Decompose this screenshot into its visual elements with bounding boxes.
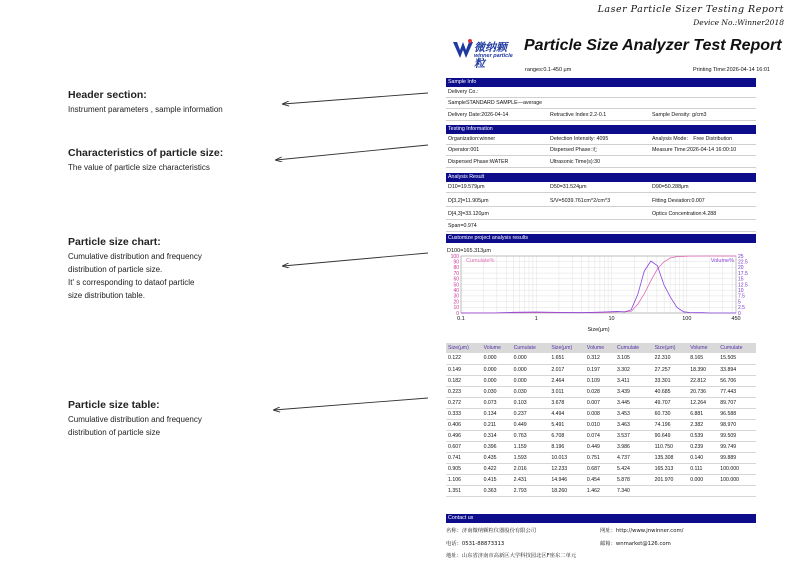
measurement-range: ranges:0.1-450 μm	[525, 67, 572, 73]
table-cell: 7.340	[615, 485, 653, 496]
table-row	[446, 485, 756, 496]
table-cell	[653, 485, 689, 496]
table-cell: 1.351	[446, 485, 482, 496]
table-cell: 0.008	[585, 408, 615, 419]
table-row	[446, 386, 756, 397]
x-axis-label: Size(μm)	[587, 327, 610, 333]
table-cell: 90.649	[653, 430, 689, 441]
sample-info-bar: Sample Info	[446, 78, 756, 87]
testing-info-row	[446, 145, 756, 156]
table-cell: 3.986	[615, 441, 653, 452]
device-number: Device No.:Winner2018	[693, 18, 784, 27]
table-cell: 0.239	[688, 441, 718, 452]
table-cell: 1.159	[512, 441, 550, 452]
measure-time: Measure Time:2026-04-14 16:00:10	[652, 147, 737, 153]
annotation-text: It' s corresponding to dataof particle	[68, 278, 195, 287]
right-tick-label: 17.5	[738, 270, 748, 277]
x-tick-label: 1	[534, 316, 538, 322]
table-cell: 0.422	[482, 463, 512, 474]
table-cell: 49.707	[653, 397, 689, 408]
table-column-header: Cumulate	[615, 343, 653, 353]
annotation-heading: Particle size chart:	[68, 236, 161, 248]
table-cell: 0.140	[688, 452, 718, 463]
testing-info-row	[446, 157, 756, 168]
table-cell: 165.313	[653, 463, 689, 474]
table-cell: 4.494	[549, 408, 585, 419]
table-cell: 60.730	[653, 408, 689, 419]
table-cell: 27.257	[653, 364, 689, 375]
d32-value: D[3,2]=11.905μm	[448, 198, 489, 204]
table-row	[446, 430, 756, 441]
d43-value: D[4,3]=33.120μm	[448, 211, 489, 217]
table-row	[446, 474, 756, 485]
logo-english-text: winner particle	[474, 53, 513, 59]
annotation-text: The value of particle size characteristics	[68, 163, 210, 172]
table-cell: 0.905	[446, 463, 482, 474]
sample-name: SampleSTANDARD SAMPLE—average	[448, 100, 543, 106]
table-cell: 3.537	[615, 430, 653, 441]
table-cell: 0.000	[688, 474, 718, 485]
table-cell: 33.301	[653, 375, 689, 386]
table-cell: 3.302	[615, 364, 653, 375]
right-tick-label: 25	[738, 253, 744, 260]
table-cell: 5.491	[549, 419, 585, 430]
table-cell: 22.310	[653, 353, 689, 364]
table-cell: 8.196	[549, 441, 585, 452]
table-cell: 99.889	[718, 452, 756, 463]
table-column-header: Volume	[482, 343, 512, 353]
table-cell: 1.593	[512, 452, 550, 463]
ultrasonic-time: Ultrasonic Time(s):30	[550, 159, 601, 165]
report-title: Particle Size Analyzer Test Report	[524, 37, 782, 54]
table-cell: 1.651	[549, 353, 585, 364]
arrow-icon	[283, 93, 428, 104]
table-cell: 0.406	[446, 419, 482, 430]
annotation-heading: Header section:	[68, 89, 147, 101]
table-cell: 1.106	[446, 474, 482, 485]
right-tick-label: 7.5	[738, 293, 745, 300]
table-header-row	[446, 343, 756, 353]
analysis-mode: Analysis Mode： Free Distribution	[652, 136, 733, 142]
table-cell: 0.223	[446, 386, 482, 397]
table-cell: 3.411	[615, 375, 653, 386]
table-cell: 3.463	[615, 419, 653, 430]
table-row	[446, 408, 756, 419]
analysis-row	[446, 196, 756, 207]
table-column-header: Size(μm)	[549, 343, 585, 353]
company-address: 地址：山东省济南市高新区大学科技园北区F座东二单元	[446, 553, 577, 559]
table-cell: 18.390	[688, 364, 718, 375]
table-row	[446, 419, 756, 430]
table-cell: 0.197	[585, 364, 615, 375]
delivery-date: Delivery Date:2026-04-14	[448, 112, 509, 118]
custom-analysis-bar: Customize project analysis results	[446, 234, 756, 243]
table-column-header: Volume	[688, 343, 718, 353]
arrow-icon	[274, 398, 428, 410]
table-cell: 33.894	[718, 364, 756, 375]
annotation-heading: Characteristics of particle size:	[68, 147, 224, 159]
right-tick-label: 0	[738, 310, 741, 317]
left-tick-label: 20	[453, 299, 459, 306]
table-cell: 0.607	[446, 441, 482, 452]
table-cell: 0.396	[482, 441, 512, 452]
right-tick-label: 15	[738, 276, 744, 283]
table-column-header: Size(μm)	[446, 343, 482, 353]
analysis-row	[446, 182, 756, 193]
table-cell: 0.000	[482, 364, 512, 375]
table-cell: 56.706	[718, 375, 756, 386]
table-cell: 0.454	[585, 474, 615, 485]
table-cell: 0.314	[482, 430, 512, 441]
right-tick-label: 2.5	[738, 305, 745, 312]
left-tick-label: 30	[453, 293, 459, 300]
left-tick-label: 40	[453, 288, 459, 294]
d10-value: D10=19.579μm	[448, 184, 485, 190]
table-row	[446, 463, 756, 474]
x-tick-label: 10	[608, 316, 615, 322]
organization: Organization:winner	[448, 136, 496, 142]
table-cell: 1.462	[585, 485, 615, 496]
table-cell	[718, 485, 756, 496]
testing-info-row	[446, 134, 756, 145]
table-cell: 0.109	[585, 375, 615, 386]
contact-bar: Contact us	[446, 514, 756, 523]
table-column-header: Volume	[585, 343, 615, 353]
table-cell: 15.505	[718, 353, 756, 364]
table-cell: 0.000	[482, 375, 512, 386]
table-cell: 4.737	[615, 452, 653, 463]
table-cell	[688, 485, 718, 496]
logo-chinese-text: 微纳颗粒	[474, 41, 507, 70]
left-tick-label: 60	[453, 276, 459, 283]
table-column-header: Cumulate	[512, 343, 550, 353]
left-tick-label: 50	[453, 282, 459, 289]
table-cell: 0.496	[446, 430, 482, 441]
volume-line	[461, 261, 736, 313]
table-cell: 0.000	[482, 353, 512, 364]
table-cell: 10.013	[549, 452, 585, 463]
table-cell: 98.970	[718, 419, 756, 430]
detection-intensity: Detection Intensity: 4095	[550, 136, 609, 142]
table-cell: 8.165	[688, 353, 718, 364]
table-cell: 0.751	[585, 452, 615, 463]
table-cell: 0.363	[482, 485, 512, 496]
sample-info-row	[446, 87, 756, 98]
table-cell: 5.878	[615, 474, 653, 485]
x-tick-label: 450	[731, 316, 741, 322]
analysis-row	[446, 221, 756, 232]
table-cell: 0.010	[585, 419, 615, 430]
table-row	[446, 353, 756, 364]
table-cell: 40.685	[653, 386, 689, 397]
annotation-text: size distribution table.	[68, 291, 145, 300]
table-cell: 2.464	[549, 375, 585, 386]
table-cell: 0.111	[688, 463, 718, 474]
table-cell: 0.763	[512, 430, 550, 441]
table-cell: 12.264	[688, 397, 718, 408]
table-row	[446, 452, 756, 463]
table-cell: 99.509	[718, 430, 756, 441]
table-cell: 96.588	[718, 408, 756, 419]
analysis-row	[446, 209, 756, 220]
x-tick-label: 100	[682, 316, 692, 322]
sample-info-row	[446, 98, 756, 109]
company-website[interactable]: 网址：http://www.jnwinner.com/	[600, 528, 684, 534]
table-cell: 0.028	[585, 386, 615, 397]
company-phone: 电话：0531-88873313	[446, 541, 505, 547]
table-cell: 2.016	[512, 463, 550, 474]
table-row	[446, 441, 756, 452]
table-cell: 18.260	[549, 485, 585, 496]
company-name: 名称：济南微纳颗粒仪器股份有限公司	[446, 528, 537, 534]
table-cell: 0.000	[512, 375, 550, 386]
table-cell: 0.030	[482, 386, 512, 397]
legend-cumulate: Cumulate%	[466, 258, 495, 264]
table-cell: 6.881	[688, 408, 718, 419]
table-cell: 12.233	[549, 463, 585, 474]
table-cell: 0.333	[446, 408, 482, 419]
left-tick-label: 90	[453, 259, 459, 266]
table-row	[446, 364, 756, 375]
sv-value: S/V=5039.761cm^2/cm^3	[550, 198, 611, 204]
legend-volume: Volume%	[710, 258, 734, 264]
table-cell: 0.272	[446, 397, 482, 408]
table-cell: 3.445	[615, 397, 653, 408]
sample-info-row	[446, 110, 756, 121]
table-cell: 0.007	[585, 397, 615, 408]
table-cell: 2.017	[549, 364, 585, 375]
table-cell: 0.237	[512, 408, 550, 419]
table-cell: 22.812	[688, 375, 718, 386]
annotation-text: distribution of particle size.	[68, 265, 163, 274]
table-cell: 0.122	[446, 353, 482, 364]
testing-info-bar: Testing Information	[446, 125, 756, 134]
d50-value: D50=31.524μm	[550, 184, 587, 190]
table-cell: 0.539	[688, 430, 718, 441]
right-tick-label: 5	[738, 299, 741, 306]
table-cell: 135.308	[653, 452, 689, 463]
table-cell: 6.708	[549, 430, 585, 441]
report-type-line: Laser Particle Sizer Testing Report	[597, 4, 784, 15]
table-cell: 0.134	[482, 408, 512, 419]
chart-title: D100=165.313μm	[447, 248, 491, 254]
table-cell: 99.749	[718, 441, 756, 452]
table-cell: 0.415	[482, 474, 512, 485]
table-cell: 0.312	[585, 353, 615, 364]
table-cell: 0.000	[512, 353, 550, 364]
table-cell: 0.741	[446, 452, 482, 463]
table-cell: 0.103	[512, 397, 550, 408]
right-tick-label: 20	[738, 265, 744, 272]
table-cell: 3.011	[549, 386, 585, 397]
table-cell: 3.439	[615, 386, 653, 397]
table-column-header: Cumulate	[718, 343, 756, 353]
span-value: Span=0.974	[448, 223, 477, 229]
table-cell: 5.424	[615, 463, 653, 474]
right-tick-label: 22.5	[738, 259, 748, 266]
left-tick-label: 0	[456, 310, 459, 317]
table-cell: 0.000	[512, 364, 550, 375]
table-cell: 14.946	[549, 474, 585, 485]
table-cell: 3.678	[549, 397, 585, 408]
arrow-icon	[276, 145, 428, 160]
table-cell: 77.443	[718, 386, 756, 397]
annotation-text: distribution of particle size	[68, 428, 161, 437]
left-tick-label: 10	[453, 305, 459, 312]
table-cell: 110.750	[653, 441, 689, 452]
left-tick-label: 100	[450, 253, 459, 260]
fitting-deviation: Fitting Deviation:0.007	[652, 198, 705, 204]
table-cell: 3.105	[615, 353, 653, 364]
annotation-text: Cumulative distribution and frequency	[68, 252, 202, 261]
table-row	[446, 397, 756, 408]
arrow-icon	[283, 253, 428, 266]
dispersed-phase: Dispersed Phase:无	[550, 147, 598, 153]
table-cell: 2.431	[512, 474, 550, 485]
table-cell: 0.030	[512, 386, 550, 397]
table-cell: 2.382	[688, 419, 718, 430]
retractive-index: Retractive Index:2.2-0.1	[550, 112, 607, 118]
annotation-text: Instrument parameters , sample information	[68, 105, 223, 114]
analysis-result-bar: Analysis Result	[446, 173, 756, 182]
optics-concentration: Optics Concentration:4.288	[652, 211, 717, 217]
table-cell: 0.687	[585, 463, 615, 474]
table-cell: 2.793	[512, 485, 550, 496]
table-cell: 0.449	[585, 441, 615, 452]
particle-size-chart	[446, 246, 756, 336]
right-tick-label: 12.5	[738, 282, 748, 289]
delivery-company: Delivery Co.:	[448, 89, 479, 95]
table-cell: 20.736	[688, 386, 718, 397]
company-email[interactable]: 邮箱：wnmarket@126.com	[600, 541, 671, 547]
table-cell: 0.182	[446, 375, 482, 386]
dispersed-phase-water: Dispersed Phase:WATER	[448, 159, 509, 165]
sample-density: Sample Density: g/cm3	[652, 112, 707, 118]
table-cell: 89.707	[718, 397, 756, 408]
table-cell: 0.449	[512, 419, 550, 430]
left-tick-label: 80	[453, 265, 459, 272]
table-cell: 100.000	[718, 463, 756, 474]
table-cell: 100.000	[718, 474, 756, 485]
table-row	[446, 375, 756, 386]
left-tick-label: 70	[453, 270, 459, 277]
x-tick-label: 0.1	[457, 316, 465, 322]
table-cell: 0.149	[446, 364, 482, 375]
table-column-header: Size(μm)	[653, 343, 689, 353]
table-cell: 0.435	[482, 452, 512, 463]
right-tick-label: 10	[738, 288, 744, 294]
table-cell: 74.196	[653, 419, 689, 430]
table-cell: 0.073	[482, 397, 512, 408]
annotation-text: Cumulative distribution and frequency	[68, 415, 202, 424]
table-cell: 0.211	[482, 419, 512, 430]
d90-value: D90=50.288μm	[652, 184, 689, 190]
annotation-heading: Particle size table:	[68, 399, 160, 411]
table-cell: 3.453	[615, 408, 653, 419]
operator: Operator:001	[448, 147, 480, 153]
particle-size-table	[446, 343, 756, 497]
table-cell: 201.970	[653, 474, 689, 485]
printing-time: Printing Time:2026-04-14 16:01	[692, 67, 770, 73]
table-cell: 0.074	[585, 430, 615, 441]
